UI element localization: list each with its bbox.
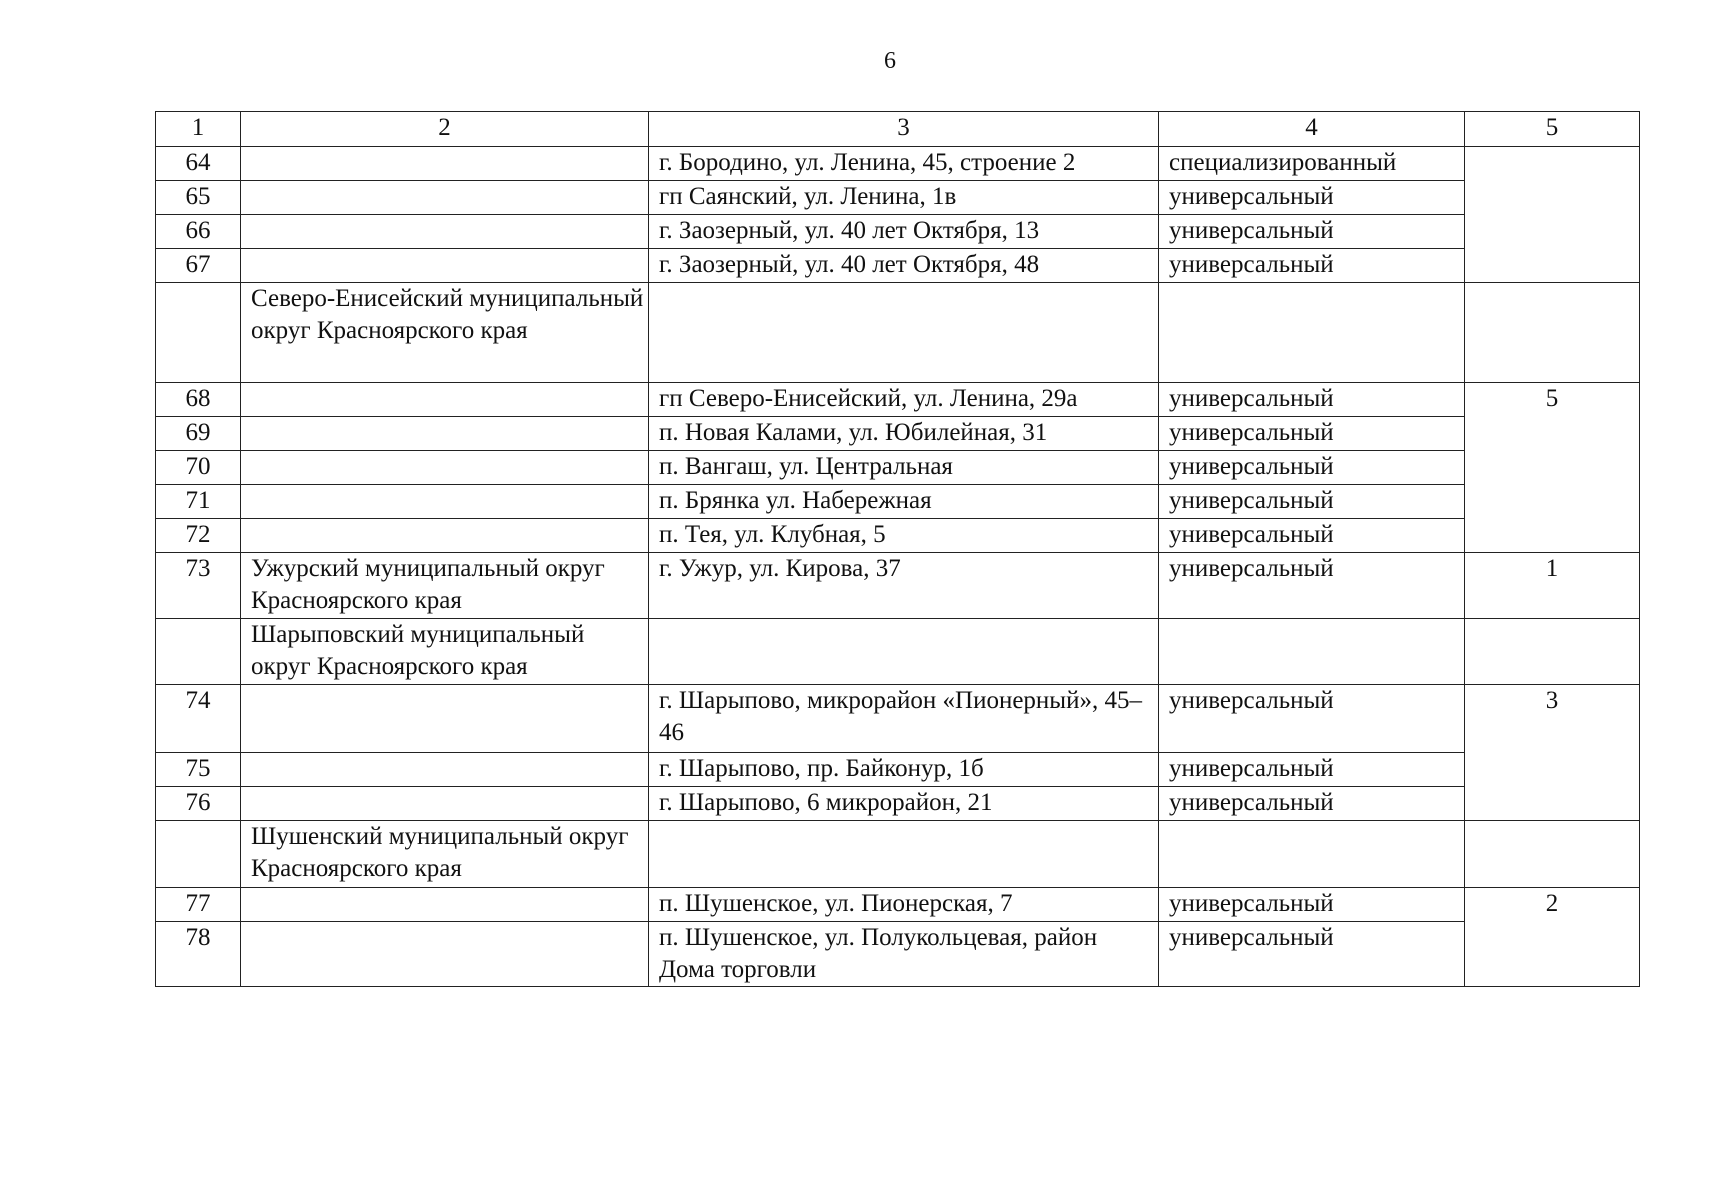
row-number: 70 [156,451,241,485]
table-row [156,417,1640,451]
row-number: 73 [156,553,241,619]
table-row [156,888,1640,922]
table-row [156,181,1640,215]
row-number: 71 [156,485,241,519]
table-row [156,519,1640,553]
count-cell [1465,147,1640,283]
district-cell [241,147,649,181]
row-number [156,821,241,888]
header-col-2: 2 [241,112,649,147]
store-type-cell [1159,619,1465,685]
row-number: 75 [156,753,241,787]
count-cell [1465,619,1640,685]
row-number: 78 [156,922,241,987]
store-type-cell: универсальный [1159,181,1465,215]
address-cell: г. Ужур, ул. Кирова, 37 [649,553,1159,619]
store-type-cell [1159,821,1465,888]
row-number: 64 [156,147,241,181]
store-type-cell: универсальный [1159,383,1465,417]
address-cell [649,619,1159,685]
row-number: 68 [156,383,241,417]
address-cell: п. Шушенское, ул. Пионерская, 7 [649,888,1159,922]
table-row [156,485,1640,519]
count-cell: 1 [1465,553,1640,619]
address-cell: п. Шушенское, ул. Полукольцевая, район Дома торговли [649,922,1159,987]
district-cell [241,451,649,485]
address-cell: п. Новая Калами, ул. Юбилейная, 31 [649,417,1159,451]
store-type-cell: универсальный [1159,787,1465,821]
district-cell: Северо-Енисейский муниципальный округ Красноярского края [241,283,649,383]
store-type-cell: универсальный [1159,888,1465,922]
table-row [156,922,1640,987]
address-cell: п. Брянка ул. Набережная [649,485,1159,519]
address-cell: г. Шарыпово, 6 микрорайон, 21 [649,787,1159,821]
row-number: 74 [156,685,241,753]
table-row [156,249,1640,283]
store-type-cell: универсальный [1159,685,1465,753]
district-cell [241,417,649,451]
store-type-cell: универсальный [1159,485,1465,519]
table-header-row [156,112,1640,147]
table-row [156,215,1640,249]
header-col-4: 4 [1159,112,1465,147]
store-type-cell: универсальный [1159,249,1465,283]
district-cell [241,888,649,922]
district-cell [241,787,649,821]
row-number: 77 [156,888,241,922]
district-cell [241,685,649,753]
address-cell: г. Заозерный, ул. 40 лет Октября, 48 [649,249,1159,283]
store-type-cell [1159,283,1465,383]
address-cell: гп Северо-Енисейский, ул. Ленина, 29а [649,383,1159,417]
row-number [156,283,241,383]
table-row [156,147,1640,181]
address-cell: г. Бородино, ул. Ленина, 45, строение 2 [649,147,1159,181]
row-number: 72 [156,519,241,553]
table-row [156,451,1640,485]
district-cell: Шарыповский муниципальный округ Красноярского края [241,619,649,685]
address-cell: п. Тея, ул. Клубная, 5 [649,519,1159,553]
address-cell: г. Шарыпово, пр. Байконур, 1б [649,753,1159,787]
row-number: 76 [156,787,241,821]
district-cell [241,181,649,215]
address-cell: г. Шарыпово, микрорайон «Пионерный», 45–46 [649,685,1159,753]
district-cell [241,215,649,249]
address-cell: г. Заозерный, ул. 40 лет Октября, 13 [649,215,1159,249]
store-type-cell: универсальный [1159,215,1465,249]
row-number: 69 [156,417,241,451]
page-number: 6 [884,48,896,74]
count-cell [1465,283,1640,383]
store-type-cell: универсальный [1159,922,1465,987]
table-row [156,787,1640,821]
address-cell [649,283,1159,383]
header-col-3: 3 [649,112,1159,147]
address-cell: гп Саянский, ул. Ленина, 1в [649,181,1159,215]
address-cell: п. Вангаш, ул. Центральная [649,451,1159,485]
district-cell: Шушенский муниципальный округ Красноярского края [241,821,649,888]
district-cell [241,383,649,417]
store-type-cell: универсальный [1159,451,1465,485]
store-type-cell: универсальный [1159,753,1465,787]
store-type-cell: универсальный [1159,519,1465,553]
row-number: 65 [156,181,241,215]
count-cell: 2 [1465,888,1640,987]
store-type-cell: универсальный [1159,417,1465,451]
table-row [156,619,1640,685]
count-cell [1465,821,1640,888]
count-cell: 5 [1465,383,1640,553]
table-row [156,283,1640,383]
store-type-cell: универсальный [1159,553,1465,619]
row-number: 67 [156,249,241,283]
table-row [156,821,1640,888]
address-cell [649,821,1159,888]
row-number [156,619,241,685]
district-cell: Ужурский муниципальный округ Красноярского края [241,553,649,619]
district-cell [241,922,649,987]
table-row [156,685,1640,753]
header-col-1: 1 [156,112,241,147]
district-cell [241,519,649,553]
table-row [156,553,1640,619]
table-row [156,753,1640,787]
store-type-cell: специализированный [1159,147,1465,181]
count-cell: 3 [1465,685,1640,821]
table-row [156,383,1640,417]
district-cell [241,753,649,787]
stores-table [155,111,1640,987]
row-number: 66 [156,215,241,249]
header-col-5: 5 [1465,112,1640,147]
district-cell [241,249,649,283]
district-cell [241,485,649,519]
